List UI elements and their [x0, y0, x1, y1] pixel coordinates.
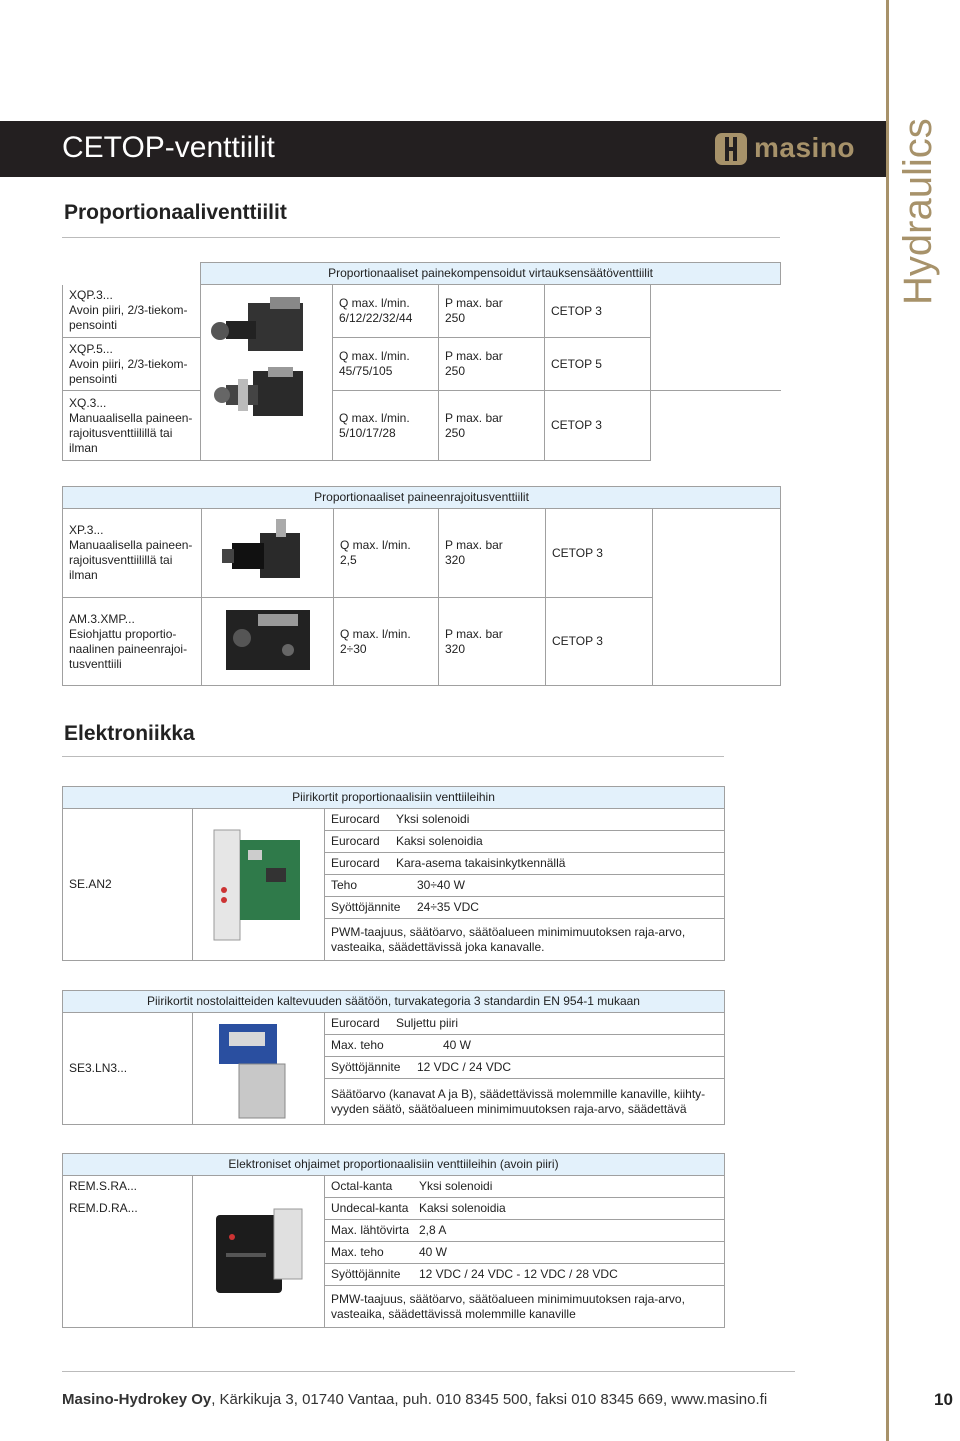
table-header: Piirikortit nostolaitteiden kaltevuuden säätöön, turvakategoria 3 standardin EN 954-1 mukaan — [63, 991, 725, 1013]
spec-note: PMW-taajuus, säätöarvo, säätöalueen minimimuutoksen raja-arvo, vasteaika, säädettävissä molemmille kanaville — [325, 1286, 725, 1328]
card-image — [193, 809, 325, 961]
spec-value: 40 W — [443, 1038, 472, 1052]
spec-value: 24÷35 VDC — [417, 900, 479, 914]
cetop-size: CETOP 5 — [545, 338, 651, 391]
side-rule — [886, 0, 889, 1441]
table-header: Proportionaaliset paineenrajoitusventtiilit — [63, 487, 781, 509]
spec-note: Säätöarvo (kanavat A ja B), säädettävissä molemmille kanaville, kiihty-vyyden säätö, säätöalueen minimimuutoksen raja-arvo, säädettävä — [325, 1079, 725, 1125]
p-label: P max. bar — [445, 410, 503, 425]
valve-product-image — [218, 602, 318, 682]
masino-logo — [714, 130, 855, 166]
p-label: P max. bar — [445, 349, 503, 363]
masino-logo-icon — [714, 130, 748, 166]
spec-key: Max. teho — [331, 1245, 384, 1259]
product-code: SE.AN2 — [63, 809, 193, 961]
spec-value: Kara-asema takaisinkytkennällä — [396, 856, 566, 870]
spec-key: Eurocard — [331, 856, 380, 870]
q-label: Q max. l/min. — [339, 296, 410, 310]
spec-row — [325, 875, 725, 897]
card-image — [193, 1013, 325, 1125]
cetop-size: CETOP 3 — [546, 509, 653, 598]
table-flow-control-valves — [62, 262, 781, 461]
spec-note: PWM-taajuus, säätöarvo, säätöalueen minimimuutoksen raja-arvo, vasteaika, säädettävissä joka kanavalle. — [325, 919, 725, 961]
circuit-card-image — [204, 820, 314, 950]
q-value: 2,5 — [340, 553, 357, 567]
product-code: REM.S.RA... — [63, 1176, 193, 1198]
safety-card-image — [209, 1014, 309, 1124]
section-title-proportional: Proportionaaliventtiilit — [64, 201, 287, 224]
footer-rule — [62, 1371, 795, 1372]
spec-row — [325, 1198, 725, 1220]
p-label: P max. bar — [445, 626, 503, 641]
p-value: 250 — [445, 425, 466, 440]
cetop-size: CETOP 3 — [546, 598, 653, 686]
spec-value: 12 VDC / 24 VDC - 12 VDC / 28 VDC — [419, 1267, 618, 1281]
spec-key: Syöttöjännite — [331, 1060, 401, 1074]
spec-value: Kaksi solenoidia — [396, 834, 483, 848]
spec-row — [325, 831, 725, 853]
product-desc: Manuaalisella paineen-rajoitusventtiilillä tai ilman — [69, 538, 193, 582]
product-code: XQ.3... — [69, 395, 107, 410]
q-value: 45/75/105 — [339, 364, 393, 378]
spec-key: Octal-kanta — [331, 1179, 393, 1193]
logo-text: masino — [754, 132, 856, 163]
p-label: P max. bar — [445, 296, 503, 310]
table-row — [63, 509, 781, 598]
valve-images — [201, 285, 333, 461]
product-code: REM.D.RA... — [63, 1198, 193, 1220]
p-label: P max. bar — [445, 538, 503, 552]
spec-key: Syöttöjännite — [331, 900, 401, 914]
footer-company: Masino-Hydrokey Oy — [62, 1391, 212, 1408]
side-label: Hydraulics — [896, 118, 940, 305]
spec-value: Yksi solenoidi — [419, 1179, 493, 1193]
product-code: SE3.LN3... — [63, 1013, 193, 1125]
spec-key: Eurocard — [331, 812, 380, 826]
product-desc: Manuaalisella paineen-rajoitusventtiilillä tai ilman — [69, 410, 193, 455]
table-row — [63, 338, 781, 391]
controller-image-svg — [204, 1197, 314, 1307]
q-label: Q max. l/min. — [340, 626, 411, 641]
spec-row — [325, 1035, 725, 1057]
valve-product-image — [208, 293, 326, 453]
p-value: 250 — [445, 311, 466, 325]
q-label: Q max. l/min. — [339, 349, 410, 363]
spec-row — [325, 1057, 725, 1079]
footer-address: , Kärkikuja 3, 01740 Vantaa, puh. 010 8345 500, faksi 010 8345 669, www.masino.fi — [211, 1391, 768, 1408]
product-code: AM.3.XMP... — [69, 611, 135, 626]
spec-row — [325, 1220, 725, 1242]
product-desc: Avoin piiri, 2/3-tiekom-pensointi — [69, 356, 188, 386]
spec-value: 12 VDC / 24 VDC — [417, 1060, 512, 1074]
spec-value: 2,8 A — [419, 1223, 447, 1237]
page-title: CETOP-venttiilit — [62, 131, 275, 164]
spec-row — [325, 897, 725, 919]
cetop-size: CETOP 3 — [545, 391, 651, 461]
cetop-size: CETOP 3 — [545, 285, 651, 338]
product-desc: Esiohjattu proportio-naalinen paineenrajoi-tusventtiili — [69, 626, 188, 671]
page-number: 10 — [934, 1390, 953, 1409]
table-row — [63, 598, 781, 686]
spec-value: Yksi solenoidi — [396, 812, 470, 826]
p-value: 320 — [445, 641, 466, 656]
section-title-electronics: Elektroniikka — [64, 722, 195, 745]
spec-key: Teho — [331, 878, 358, 892]
valve-images — [202, 598, 334, 686]
q-value: 5/10/17/28 — [339, 425, 396, 440]
product-code: XQP.3... — [69, 288, 113, 303]
spec-key: Max. teho — [331, 1038, 384, 1052]
spec-row — [325, 1176, 725, 1198]
spec-value: 40 W — [419, 1245, 448, 1259]
spec-value: Suljettu piiri — [396, 1016, 459, 1030]
product-code: XQP.5... — [69, 341, 113, 356]
section-rule — [62, 756, 724, 757]
spec-row — [325, 809, 725, 831]
spec-row — [325, 1242, 725, 1264]
controller-image — [193, 1176, 325, 1328]
spec-key: Eurocard — [331, 834, 380, 848]
table-safety-cards — [62, 990, 725, 1125]
spec-row — [325, 1264, 725, 1286]
valve-images — [202, 509, 334, 598]
spec-value: 30÷40 W — [417, 878, 465, 892]
p-value: 250 — [445, 364, 466, 378]
table-electronic-controllers — [62, 1153, 725, 1328]
table-header: Piirikortit proportionaalisiin venttiileihin — [63, 787, 725, 809]
table-header: Proportionaaliset painekompensoidut virtauksensäätöventtiilit — [201, 263, 781, 285]
spec-row — [325, 853, 725, 875]
p-value: 320 — [445, 553, 466, 567]
table-circuit-cards — [62, 786, 725, 961]
product-desc: Avoin piiri, 2/3-tiekom-pensointi — [69, 303, 188, 333]
table-row — [63, 391, 781, 461]
section-rule — [62, 237, 780, 238]
table-row — [63, 285, 781, 338]
q-value: 2÷30 — [340, 641, 367, 656]
q-label: Q max. l/min. — [339, 410, 410, 425]
spec-key: Max. lähtövirta — [331, 1223, 410, 1237]
spec-value: Kaksi solenoidia — [419, 1201, 506, 1215]
spec-key: Eurocard — [331, 1016, 380, 1030]
spec-key: Undecal-kanta — [331, 1201, 409, 1215]
valve-product-image — [218, 513, 318, 593]
q-value: 6/12/22/32/44 — [339, 311, 413, 325]
footer — [62, 1391, 767, 1408]
table-pressure-relief-valves — [62, 486, 781, 686]
spec-key: Syöttöjännite — [331, 1267, 401, 1281]
product-code: XP.3... — [69, 523, 104, 537]
table-header: Elektroniset ohjaimet proportionaalisiin venttiileihin (avoin piiri) — [63, 1154, 725, 1176]
spec-row — [325, 1013, 725, 1035]
q-label: Q max. l/min. — [340, 538, 411, 552]
